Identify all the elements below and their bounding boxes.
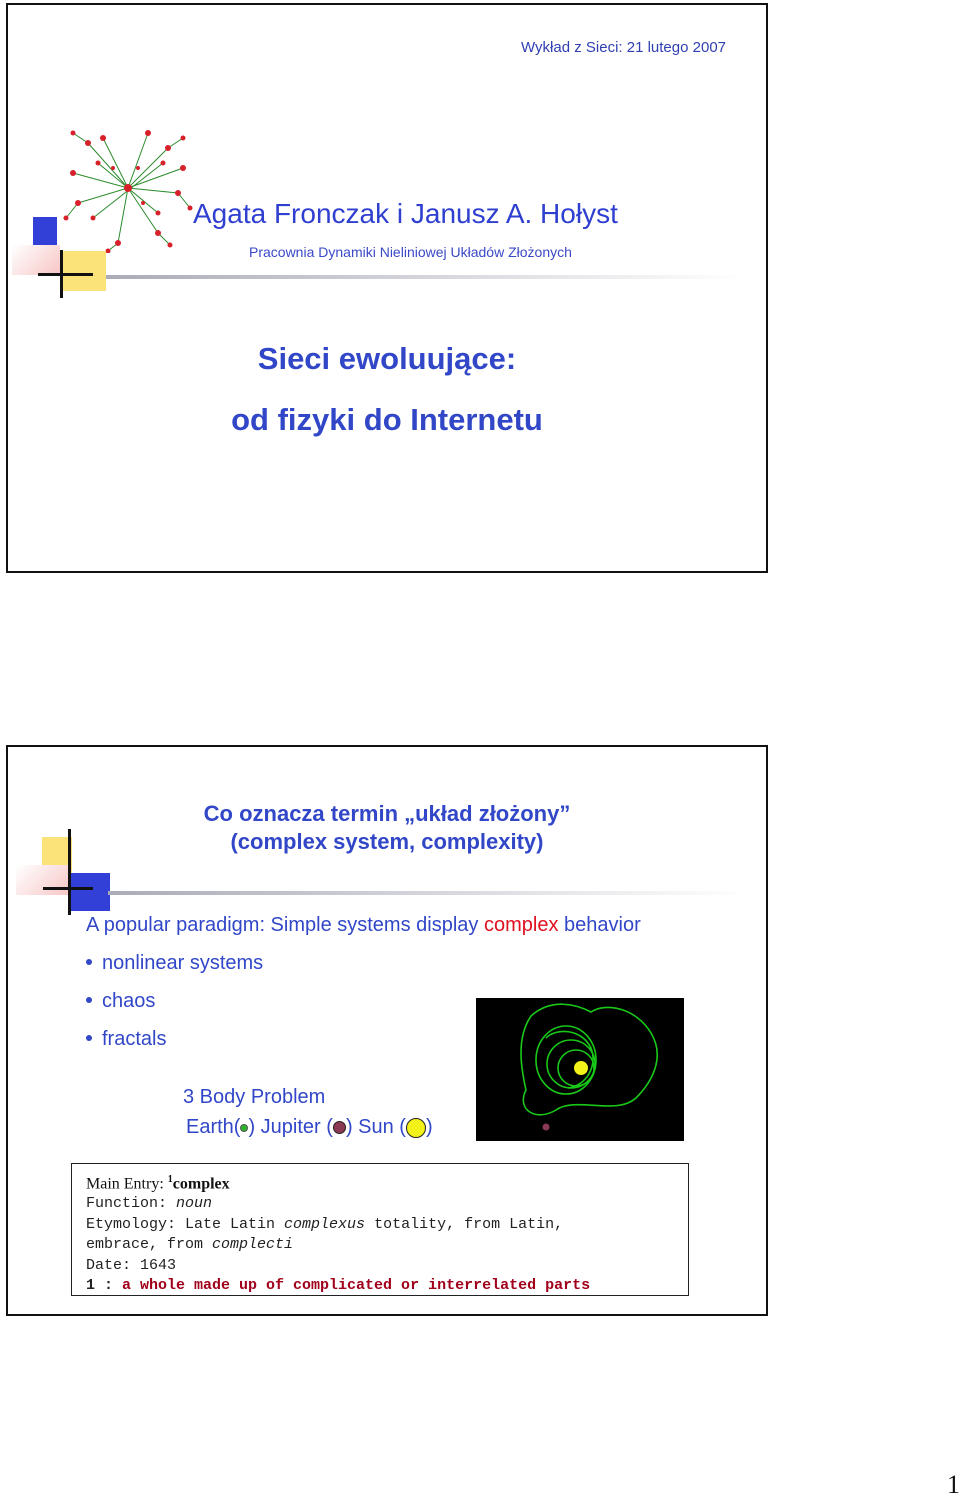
etymology-label: Etymology: Late Latin: [86, 1215, 285, 1233]
planet-legend: [186, 1116, 433, 1139]
jupiter-label: ) Jupiter (: [248, 1116, 333, 1138]
list-item-label: nonlinear systems: [102, 952, 264, 974]
list-item: [86, 1028, 166, 1051]
etymology-rest: totality, from Latin,: [365, 1215, 564, 1233]
function-value: noun: [176, 1195, 213, 1213]
close-paren: ): [425, 1116, 433, 1138]
function-line: [86, 1194, 674, 1215]
sun-icon: [406, 1118, 426, 1138]
slide-title: [6, 3, 768, 573]
etymology-line: [86, 1215, 674, 1236]
bullet-icon: [86, 997, 92, 1003]
deco-blue-square: [70, 873, 110, 911]
list-item-label: fractals: [102, 1028, 167, 1050]
paradigm-text: [86, 914, 641, 937]
slide-complex-system: [6, 745, 768, 1316]
definition-text: a whole made up of complicated or interrelated parts: [122, 1277, 591, 1295]
slide-title-line2: (complex system, complexity): [230, 829, 544, 854]
main-entry-sup: 1: [167, 1174, 173, 1185]
earth-label: Earth(: [186, 1116, 241, 1138]
sun-label: ) Sun (: [345, 1116, 406, 1138]
date-line: Date: 1643: [86, 1256, 177, 1274]
function-label: Function:: [86, 1195, 177, 1213]
deco-red-square: [16, 865, 71, 895]
list-item-label: chaos: [102, 990, 156, 1012]
bullet-icon: [86, 959, 92, 965]
main-entry: [86, 1170, 674, 1194]
title-underline: [108, 891, 748, 895]
main-entry-word: complex: [172, 1175, 230, 1193]
paradigm-prefix: A popular paradigm: Simple systems display: [86, 914, 484, 936]
etymology-line2-prefix: embrace, from: [86, 1236, 213, 1254]
definition-line: [86, 1276, 674, 1297]
definition-number: 1 :: [86, 1277, 123, 1295]
list-item: [86, 952, 263, 975]
slide-header: Wykład z Sieci: 21 lutego 2007: [521, 39, 726, 56]
etymology-word2: complecti: [212, 1236, 294, 1254]
page-number: 1: [947, 1470, 960, 1499]
slide-title-line1: Sieci ewoluujące:: [257, 341, 517, 376]
etymology-line2: [86, 1235, 674, 1256]
affiliation: Pracownia Dynamiki Nieliniowej Układów Złożonych: [249, 244, 572, 260]
jupiter-icon: [333, 1121, 346, 1134]
paradigm-suffix: behavior: [558, 914, 641, 936]
authors: Agata Fronczak i Janusz A. Hołyst: [193, 198, 618, 229]
dictionary-entry: [71, 1163, 689, 1296]
title-underline: [106, 275, 746, 279]
paradigm-highlight: complex: [483, 914, 559, 936]
deco-yellow-square: [62, 251, 106, 291]
slide-title-line1: Co oznacza termin „układ złożony”: [203, 801, 571, 826]
bullet-icon: [86, 1035, 92, 1041]
network-logo-icon: [58, 123, 198, 253]
main-entry-label: Main Entry:: [86, 1175, 168, 1193]
etymology-word: complexus: [284, 1215, 366, 1233]
three-body-orbit-image: [476, 998, 684, 1141]
slide-title-line2: od fizyki do Internetu: [231, 402, 543, 437]
deco-horizontal-line: [43, 887, 93, 890]
list-item: [86, 990, 155, 1013]
deco-red-square: [12, 245, 60, 275]
figure-title: 3 Body Problem: [183, 1086, 326, 1108]
deco-horizontal-line: [38, 273, 93, 276]
